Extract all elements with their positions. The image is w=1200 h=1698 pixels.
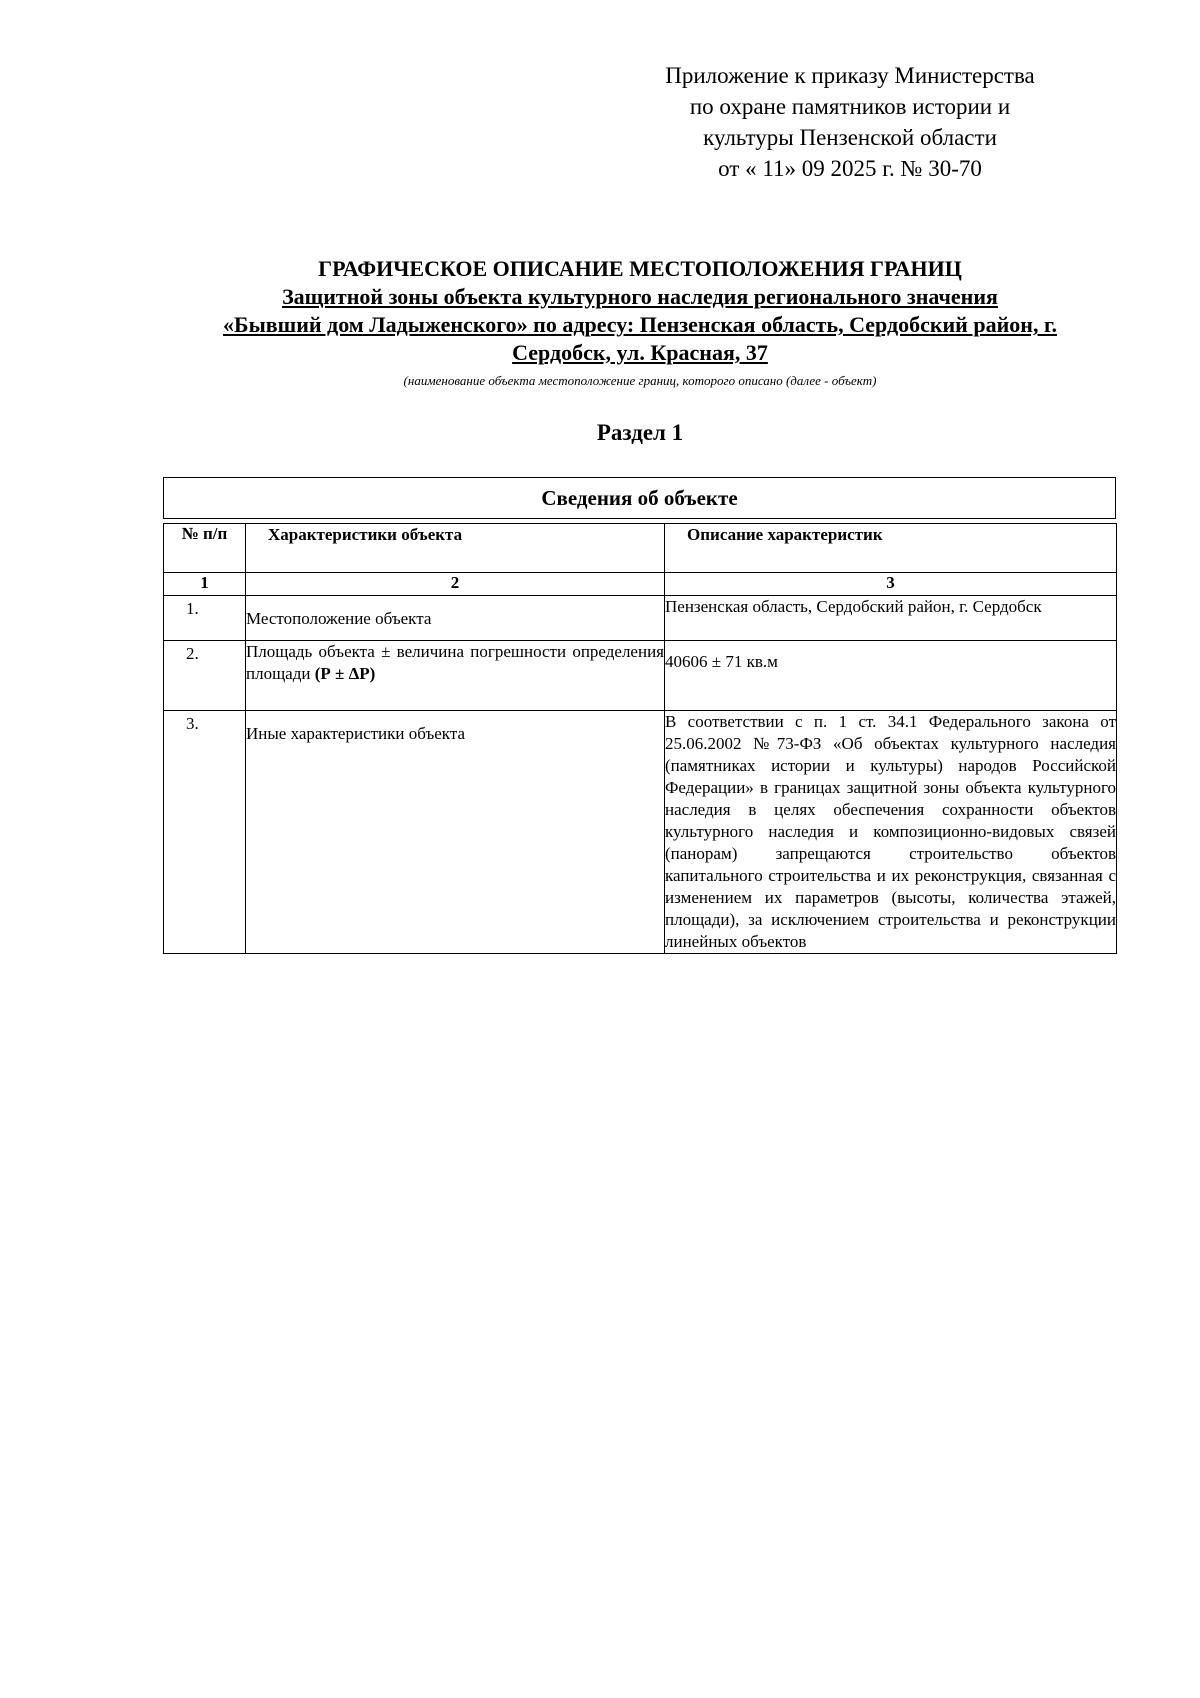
document-title bbox=[160, 255, 1120, 367]
table-row bbox=[164, 711, 1117, 954]
section-heading: Раздел 1 bbox=[596, 420, 684, 445]
row-characteristic-text: Площадь объекта ± величина погрешности определения площади bbox=[246, 642, 664, 683]
header-characteristics: Характеристики объекта bbox=[246, 524, 665, 573]
column-number-row bbox=[164, 573, 1117, 596]
row-description: 40606 ± 71 кв.м bbox=[665, 641, 1117, 711]
row-number: 1. bbox=[164, 596, 246, 641]
table-title: Сведения об объекте bbox=[163, 477, 1116, 519]
row-number: 2. bbox=[164, 641, 246, 711]
row-description: Пензенская область, Сердобский район, г. Сердобск bbox=[665, 596, 1117, 641]
appendix-header bbox=[600, 60, 1100, 184]
header-description: Описание характеристик bbox=[665, 524, 1117, 573]
row-characteristic: Иные характеристики объекта bbox=[246, 711, 665, 954]
column-number: 3 bbox=[665, 573, 1117, 596]
row-description: В соответствии с п. 1 ст. 34.1 Федерального закона от 25.06.2002 №73-ФЗ «Об объектах культурного наследия (памятниках истории и культуры) народов Российской Федерации» в границах защитной зоны объекта культурного наследия в целях обеспечения сохранности объектов культурного наследия и композиционно-видовых связей (панорам) запрещаются строительство объектов капитального строительства и их реконструкция, связанная с изменением их параметров (высоты, количества этажей, площади), за исключением строительства и реконструкции линейных объектов bbox=[665, 711, 1117, 954]
title-caption: (наименование объекта местоположение границ, которого описано (далее - объект) bbox=[403, 373, 877, 388]
appendix-line: по охране памятников истории и bbox=[689, 94, 1011, 119]
appendix-date-line: от « 11» 09 2025 г. № 30-70 bbox=[718, 156, 982, 181]
title-line-underlined: «Бывший дом Ладыженского» по адресу: Пензенская область, Сердобский район, г. bbox=[223, 312, 1057, 337]
row-number: 3. bbox=[164, 711, 246, 954]
title-line-underlined: Сердобск, ул. Красная, 37 bbox=[512, 340, 768, 365]
title-line: ГРАФИЧЕСКОЕ ОПИСАНИЕ МЕСТОПОЛОЖЕНИЯ ГРАНИЦ bbox=[318, 256, 962, 281]
row-characteristic: Местоположение объекта bbox=[246, 596, 665, 641]
table-header-row bbox=[164, 524, 1117, 573]
header-num: № п/п bbox=[164, 524, 246, 573]
row-characteristic bbox=[246, 641, 665, 711]
table-row bbox=[164, 641, 1117, 711]
appendix-line: культуры Пензенской области bbox=[703, 125, 997, 150]
table-row bbox=[164, 596, 1117, 641]
row-characteristic-formula: (Р ± ΔР) bbox=[314, 664, 376, 683]
title-line-underlined: Защитной зоны объекта культурного наследия регионального значения bbox=[282, 284, 998, 309]
object-info-table bbox=[163, 523, 1117, 954]
column-number: 1 bbox=[164, 573, 246, 596]
column-number: 2 bbox=[246, 573, 665, 596]
appendix-line: Приложение к приказу Министерства bbox=[665, 63, 1035, 88]
